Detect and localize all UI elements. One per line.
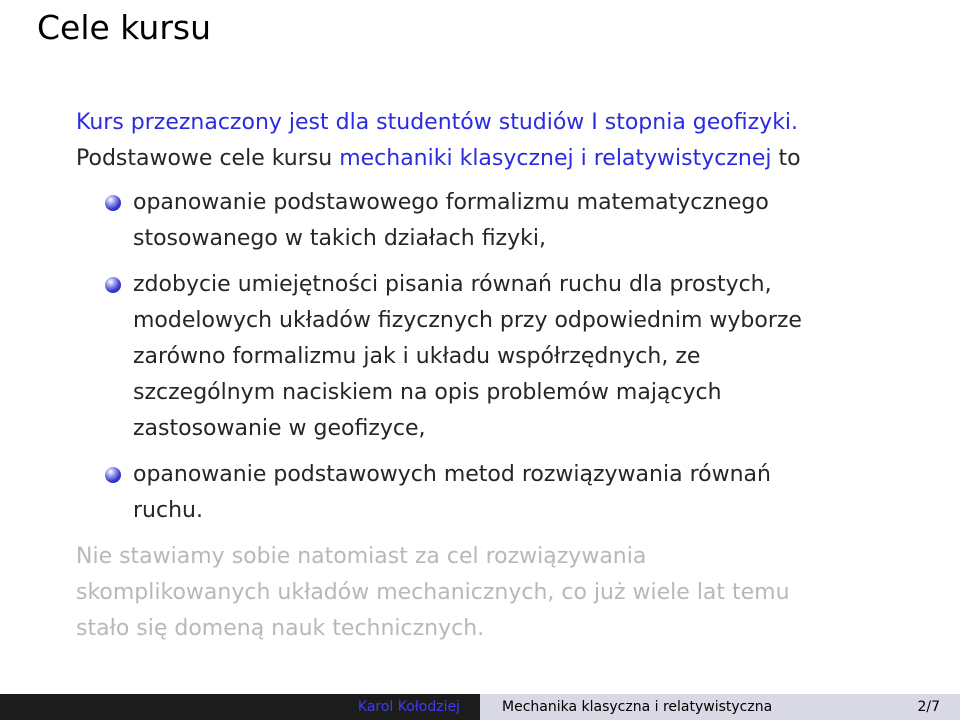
intro-line-2-highlight: mechaniki klasycznej i relatywistycznej: [339, 146, 772, 171]
list-item-line: modelowych układów fizycznych przy odpowiednim wyborze: [133, 308, 802, 333]
footer: [0, 694, 960, 720]
slide-content: [76, 105, 896, 647]
list-item-line: ruchu.: [133, 498, 203, 523]
intro-line-2-suffix: to: [771, 146, 801, 171]
intro-line-2-prefix: Podstawowe cele kursu: [76, 146, 340, 171]
bullet-ball-icon: [105, 195, 121, 211]
list-item-line: zastosowanie w geofizyce,: [133, 416, 426, 441]
closing-line: Nie stawiamy sobie natomiast za cel rozwiązywania: [76, 544, 647, 569]
goals-list: [76, 185, 896, 529]
list-item-line: zdobycie umiejętności pisania równań ruchu dla prostych,: [133, 272, 772, 297]
closing-paragraph: [76, 539, 896, 647]
list-item: [76, 267, 896, 447]
closing-line: skomplikowanych układów mechanicznych, co już wiele lat temu: [76, 580, 790, 605]
footer-author: Karol Kołodziej: [0, 694, 480, 720]
bullet-ball-icon: [105, 277, 121, 293]
list-item-line: szczególnym naciskiem na opis problemów mających: [133, 380, 722, 405]
intro-line-1: Kurs przeznaczony jest dla studentów studiów I stopnia geofizyki.: [76, 110, 799, 135]
list-item-line: opanowanie podstawowego formalizmu matematycznego: [133, 190, 769, 215]
list-item-line: stosowanego w takich działach fizyki,: [133, 226, 546, 251]
bullet-ball-icon: [105, 467, 121, 483]
footer-title: Mechanika klasyczna i relatywistyczna: [502, 699, 773, 715]
frame-title-bar: [0, 0, 960, 52]
footer-title-box: [480, 694, 960, 720]
intro-paragraph: [76, 105, 896, 177]
slide-title: Cele kursu: [37, 8, 211, 47]
list-item: [76, 457, 896, 529]
footer-page-number: 2/7: [917, 699, 940, 715]
list-item-line: opanowanie podstawowych metod rozwiązywania równań: [133, 462, 771, 487]
list-item: [76, 185, 896, 257]
closing-line: stało się domeną nauk technicznych.: [76, 616, 485, 641]
list-item-line: zarówno formalizmu jak i układu współrzędnych, ze: [133, 344, 701, 369]
intro-line-2: [76, 141, 896, 177]
